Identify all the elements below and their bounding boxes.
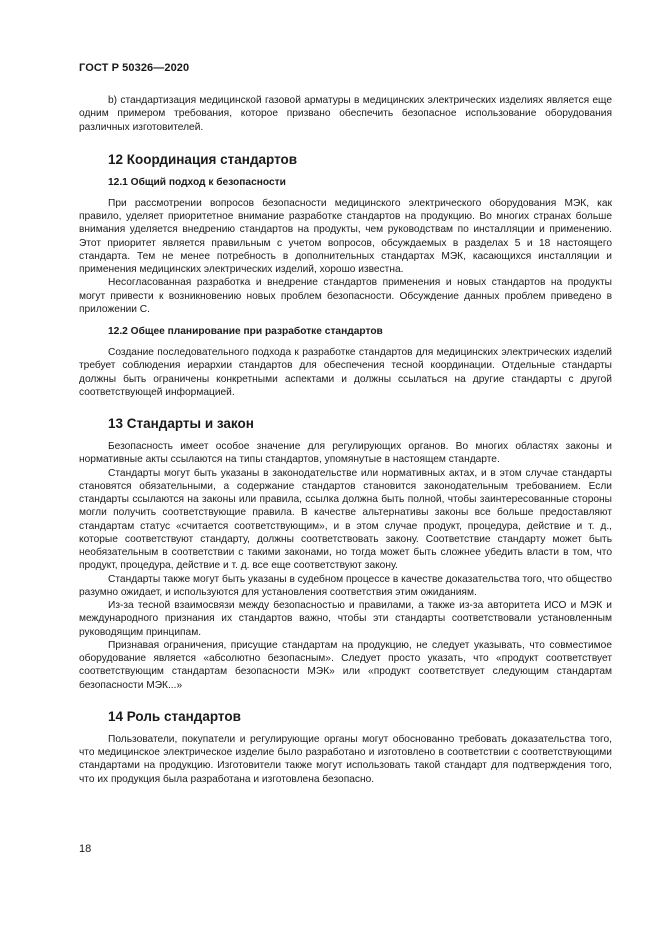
section-13-paragraph-2: Стандарты могут быть указаны в законодательстве или нормативных актах, и в этом случае стандарты становятся обязательными, а содержание стандартов становится законодательным требованием. Если стандарты ссылаются на законы или правила, ссылка должна быть полной, чтобы заинтересованные стороны могли получить соответствующие правила. В качестве альтернативы законы все больше предоставляют стандартам статус «считается соответствующим», и в этом случае продукт, процедура, действие и т. д., которые соответствуют стандарту, должны соответствовать закону. Соответствие стандарту может быть необязательным в соответствии с такими законами, но тогда может быть сложнее убедить власти в том, что продукт, процедура, действие и т. д. все еще соответствуют закону. [79, 467, 612, 572]
section-14-paragraph-1: Пользователи, покупатели и регулирующие органы могут обоснованно требовать доказательства того, что медицинское электрическое изделие было разработано и изготовлено в соответствии с соответствующими стандартами на продукцию. Изготовители также могут использовать такой стандарт для подтверждения того, что их продукция была разработана и изготовлена безопасно. [79, 733, 612, 785]
section-13-paragraph-5: Признавая ограничения, присущие стандартам на продукцию, не следует указывать, что совместимое оборудование является «абсолютно безопасным». Следует просто указать, что «продукт соответствует соответствующим стандартам безопасности МЭК» или «продукт соответствует следующим стандартам безопасности МЭК...» [79, 639, 612, 691]
section-13-title: 13 Стандарты и закон [108, 416, 254, 431]
section-12-title: 12 Координация стандартов [108, 151, 298, 167]
section-13-paragraph-4: Из-за тесной взаимосвязи между безопасностью и правилами, а также из-за авторитета ИСО и МЭК и международного признания их стандартов важно, чтобы эти стандарты соответствовали установленным руководящим принципам. [79, 600, 612, 638]
section-13-paragraph-1: Безопасность имеет особое значение для регулирующих органов. Во многих областях законы и нормативные акты ссылаются на типы стандартов, упомянутые в настоящем стандарте. [79, 441, 612, 466]
section-12-2-title: 12.2 Общее планирование при разработке стандартов [108, 326, 383, 337]
page-number: 18 [79, 843, 92, 855]
section-12-1-paragraph-1: При рассмотрении вопросов безопасности медицинского электрического оборудования МЭК, как правило, уделяет приоритетное внимание разработке стандартов на продукцию. Во многих странах больше внимания уделяется внедрению стандартов на продукты, чем руководствам по инсталляции и применению. Этот приоритет является правильным с учетом вопросов, обсуждаемых в разделах 5 и 18 настоящего стандарта. Тем не менее потребность в дополнительных стандартах МЭК, касающихся инсталляции и применения медицинских электрических изделий, хорошо известна. [79, 197, 612, 275]
section-14-title: 14 Роль стандартов [108, 708, 241, 724]
intro-paragraph: b) стандартизация медицинской газовой арматуры в медицинских электрических изделиях является еще одним примером требования, которое призвано обеспечить безопасное использование оборудования различных изготовителей. [79, 95, 612, 133]
document-body [79, 94, 612, 786]
document-code-header: ГОСТ Р 50326—2020 [79, 62, 190, 74]
section-12-1-title: 12.1 Общий подход к безопасности [108, 176, 286, 188]
section-12-1-paragraph-2: Несогласованная разработка и внедрение стандартов применения и новых стандартов на продукты могут привести к возникновению новых проблем безопасности. Обсуждение данных проблем приведено в приложении С. [79, 277, 612, 315]
section-12-2-paragraph-1: Создание последовательного подхода к разработке стандартов для медицинских электрических изделий требует соблюдения иерархии стандартов для обеспечения тесной координации. Отдельные стандарты должны быть ограничены конкретными аспектами и должны ссылаться на другие стандарты с другой соответствующей информацией. [79, 347, 612, 398]
section-13-paragraph-3: Стандарты также могут быть указаны в судебном процессе в качестве доказательства того, что общество разумно ожидает, и используются для установления соответствия этим ожиданиям. [79, 573, 612, 598]
